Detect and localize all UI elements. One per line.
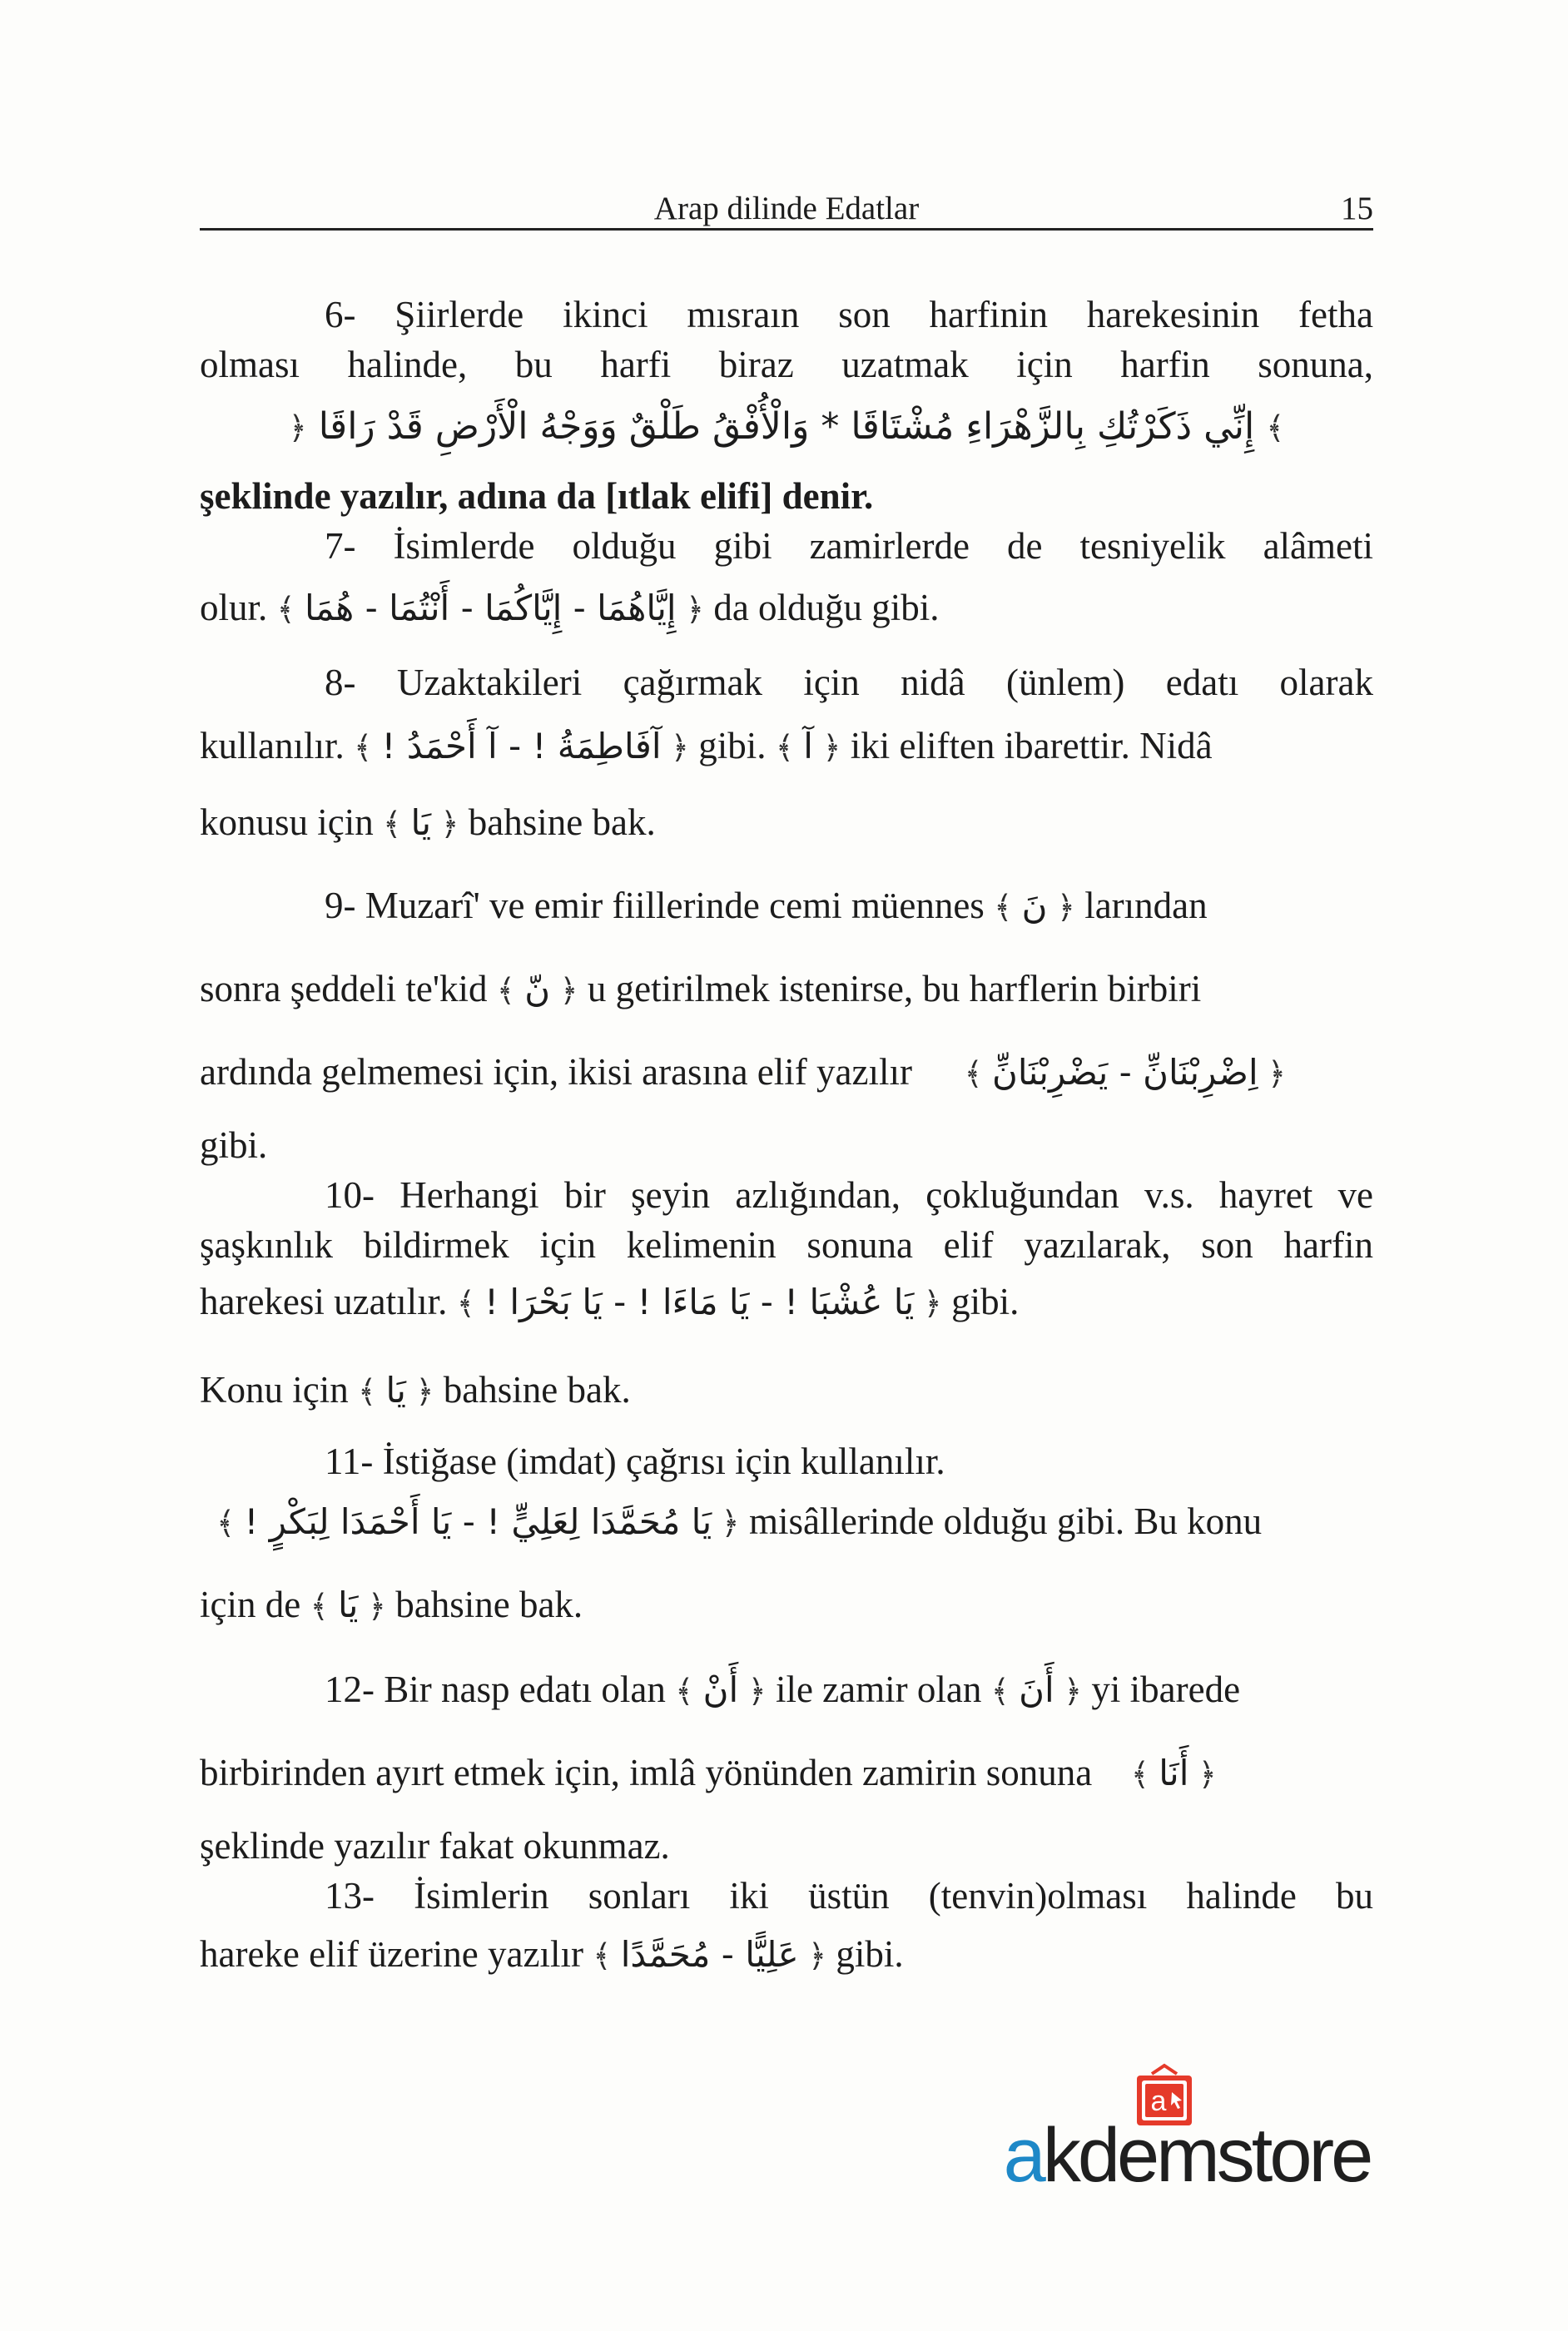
p8-line3-post: bahsine bak. [468, 801, 656, 843]
p8-line3-pre: konusu için [200, 801, 374, 843]
p9-line3-text: ardında gelmemesi için, ikisi arasına elif yazılır [200, 1051, 912, 1093]
p13-arabic: عَلِيًّا - مُحَمَّدًا [620, 1934, 799, 1975]
ornament-close: ﴿ [685, 591, 705, 627]
p6-line3: şeklinde yazılır, adına da [ıtlak elifi] denir. [200, 475, 874, 517]
ornament-close: ﴿ [923, 1285, 942, 1322]
p13-line1: 13- İsimlerin sonları iki üstün (tenvin)olması halinde bu [325, 1875, 1373, 1917]
akdemstore-watermark [970, 2062, 1403, 2198]
p7-line2 [200, 583, 1373, 634]
p8-arabic: آفَاطِمَةُ ! - آ أَحْمَدُ ! [381, 726, 662, 766]
p10-arabic: يَا عُشْبَا ! - يَا مَاءَا ! - يَا بَحْرَا ! [484, 1282, 915, 1322]
p9-line1 [200, 880, 1373, 932]
brand-rest: kdemstore [1042, 2113, 1371, 2198]
p6-line1: 6- Şiirlerde ikinci mısraın son harfinin harekesinin fetha [325, 294, 1373, 335]
p10-line1: 10- Herhangi bir şeyin azlığından, çokluğundan v.s. hayret ve [325, 1174, 1373, 1216]
ornament-open: ﴾ [357, 1373, 377, 1410]
p8-line1: 8- Uzaktakileri çağırmak için nidâ (ünlem) edatı olarak [325, 662, 1373, 703]
p7-pre: olur. [200, 587, 268, 628]
ornament-open: ﴾ [456, 1285, 475, 1322]
p10-line4 [200, 1365, 1373, 1416]
ornament-close: ﴿ [670, 729, 690, 766]
p8-pre: kullanılır. [200, 725, 345, 766]
ornament-open: ﴾ [775, 729, 795, 766]
p7-post: da olduğu gibi. [713, 587, 940, 628]
ornament-open: ﴾ [276, 591, 295, 627]
ornament-close: ﴿ [1198, 1756, 1217, 1793]
p10-line4-post: bahsine bak. [443, 1369, 631, 1411]
ornament-close: ﴿ [1056, 889, 1075, 925]
p10-line3 [200, 1277, 1373, 1328]
p10-line2: şaşkınlık bildirmek için kelimenin sonuna elif yazılarak, son harfin [200, 1224, 1373, 1266]
brand-wordmark [970, 2114, 1403, 2197]
ornament-close: ﴿ [440, 806, 459, 842]
p8-line2 [200, 721, 1373, 772]
header-title: Arap dilinde Edatlar [653, 191, 920, 226]
ornament-open: ﴾ [354, 729, 373, 766]
p10-pre: harekesi uzatılır. [200, 1281, 448, 1322]
p9-arabic3: اِضْرِبْنَانِّ - يَضْرِبْنَانِّ [991, 1052, 1258, 1093]
p12-line1 [200, 1664, 1373, 1716]
p12-post: yi ibarede [1091, 1669, 1241, 1710]
p8-post: iki eliften ibarettir. Nidâ [850, 725, 1213, 766]
p11-line1: 11- İstiğase (imdat) çağrısı için kullanılır. [325, 1441, 945, 1482]
p9-line3 [200, 1047, 1373, 1099]
p12-pre: 12- Bir nasp edatı olan [325, 1669, 666, 1710]
p11-post: misâllerinde olduğu gibi. Bu konu [748, 1500, 1263, 1542]
p11-line3-post: bahsine bak. [395, 1584, 583, 1625]
p8-arabic3: يَا [410, 802, 432, 843]
p11-line3-pre: için de [200, 1584, 301, 1625]
ornament-open: ﴾ [216, 1505, 236, 1541]
p6-arabic-text: إِنِّي ذَكَرْتُكِ بِالزَّهْرَاءِ مُشْتَاقَا * وَالْأُفْقُ طَلْقٌ وَوَجْهُ الْأَرْضِ قَدْ رَاقَا [318, 405, 1255, 448]
ornament-close: ﴿ [288, 409, 307, 446]
p13-pre: hareke elif üzerine yazılır [200, 1933, 583, 1975]
ornament-open: ﴾ [964, 1055, 983, 1092]
p6-line2: olması halinde, bu harfi biraz uzatmak için harfin sonuna, [200, 344, 1373, 385]
p9-line2-pre: sonra şeddeli te'kid [200, 968, 488, 1009]
p9-arabic2: نّ [524, 969, 551, 1009]
p13-line2 [200, 1929, 1373, 1981]
ornament-open: ﴾ [1266, 409, 1285, 446]
ornament-close: ﴿ [822, 729, 841, 766]
ornament-close: ﴿ [747, 1673, 767, 1709]
ornament-close: ﴿ [721, 1505, 740, 1541]
p7-arabic: إِيَّاهُمَا - إِيَّاكُمَا - أَنْتُمَا - هُمَا [305, 588, 677, 628]
p12-arabic3: أَنَا [1159, 1753, 1189, 1793]
ornament-close: ﴿ [559, 972, 578, 1009]
ornament-open: ﴾ [496, 972, 516, 1009]
p10-arabic2: يَا [385, 1370, 406, 1411]
p9-line1-pre: 9- Muzarî' ve emir fiillerinde cemi müennes [325, 885, 985, 926]
ornament-open: ﴾ [994, 889, 1013, 925]
p11-line2 [200, 1496, 1390, 1548]
p10-post: gibi. [951, 1281, 1020, 1322]
p8-line3 [200, 797, 1373, 849]
ornament-close: ﴿ [415, 1373, 434, 1410]
p11-arabic2: يَا [337, 1585, 359, 1625]
ornament-close: ﴿ [807, 1937, 827, 1974]
p9-arabic1: نَ [1021, 885, 1048, 926]
running-header [200, 190, 1373, 231]
p9-line4: gibi. [200, 1124, 268, 1166]
ornament-close: ﴿ [1267, 1055, 1287, 1092]
p12-arabic1: أَنْ [702, 1669, 739, 1710]
p10-line4-pre: Konu için [200, 1369, 349, 1411]
page-number: 15 [1341, 191, 1373, 226]
p9-line2 [200, 964, 1373, 1015]
p11-arabic: يَا مُحَمَّدَا لِعَلِيٍّ ! - يَا أَحْمَدَا لِبَكْرٍ ! [244, 1501, 712, 1542]
p11-line3 [200, 1580, 1373, 1631]
ornament-open: ﴾ [310, 1588, 329, 1624]
p13-post: gibi. [836, 1933, 904, 1975]
p9-line2-post: u getirilmek istenirse, bu harflerin birbiri [587, 968, 1202, 1009]
p6-arabic-verse [283, 398, 1290, 457]
brand-a: a [1003, 2113, 1043, 2198]
p9-line1-post: larından [1084, 885, 1208, 926]
ornament-close: ﴿ [367, 1588, 386, 1624]
p12-line2 [200, 1748, 1373, 1799]
p12-mid: ile zamir olan [775, 1669, 982, 1710]
p12-line3: şeklinde yazılır fakat okunmaz. [200, 1825, 670, 1867]
badge-letter: a [1150, 2086, 1167, 2117]
ornament-open: ﴾ [990, 1673, 1010, 1709]
ornament-open: ﴾ [383, 806, 402, 842]
p7-line1: 7- İsimlerde olduğu gibi zamirlerde de tesniyelik alâmeti [325, 525, 1373, 567]
ornament-open: ﴾ [1130, 1756, 1149, 1793]
ornament-open: ﴾ [675, 1673, 694, 1709]
p12-line2-text: birbirinden ayırt etmek için, imlâ yönünden zamirin sonuna [200, 1752, 1093, 1793]
p8-mid: gibi. [698, 725, 767, 766]
p8-arabic2: آ [803, 726, 813, 766]
p12-arabic2: أَنَ [1019, 1669, 1054, 1710]
ornament-close: ﴿ [1063, 1673, 1083, 1709]
ornament-open: ﴾ [593, 1937, 612, 1974]
